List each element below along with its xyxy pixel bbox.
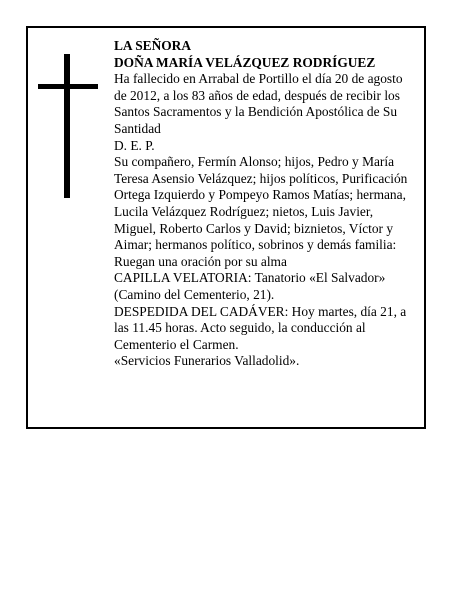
notice-line: Su compañero, Fermín Alonso; hijos, Pedro y María [114,154,395,170]
notice-line: (Camino del Cementerio, 21). [114,286,275,302]
notice-line: Ha fallecido en Arrabal de Portillo el día 20 de agosto [114,71,403,87]
obituary-text [114,38,420,370]
notice-line: Lucila Velázquez Rodríguez; nietos, Luis Javier, [114,203,374,219]
notice-line: «Servicios Funerarios Valladolid». [114,353,300,369]
notice-line: Ruegan una oración por su alma [114,253,287,269]
notice-line: Miguel, Roberto Carlos y David; biznietos, Víctor y [114,220,394,236]
notice-line: Santos Sacramentos y la Bendición Apostólica de Su [114,104,398,120]
notice-heading: LA SEÑORA [114,38,192,53]
notice-line: Aimar; hermanos político, sobrinos y demás familia: [114,237,397,253]
notice-line: DESPEDIDA DEL CADÁVER: Hoy martes, día 21, a [114,303,407,319]
notice-line: D. E. P. [114,137,155,153]
notice-line: las 11.45 horas. Acto seguido, la conducción al [114,320,366,336]
cross-horizontal-bar [38,84,98,89]
notice-line: CAPILLA VELATORIA: Tanatorio «El Salvador» [114,270,386,286]
notice-line: Cementerio el Carmen. [114,336,239,352]
notice-line: Santidad [114,120,161,136]
cross-icon [38,54,98,198]
notice-line: Teresa Asensio Velázquez; hijos políticos, Purificación [114,170,408,186]
notice-line: de 2012, a los 83 años de edad, después de recibir los [114,87,400,103]
cross-vertical-bar [64,54,70,198]
deceased-name: DOÑA MARÍA VELÁZQUEZ RODRÍGUEZ [114,54,376,70]
notice-line: Ortega Izquierdo y Pompeyo Ramos Matías; hermana, [114,187,406,203]
